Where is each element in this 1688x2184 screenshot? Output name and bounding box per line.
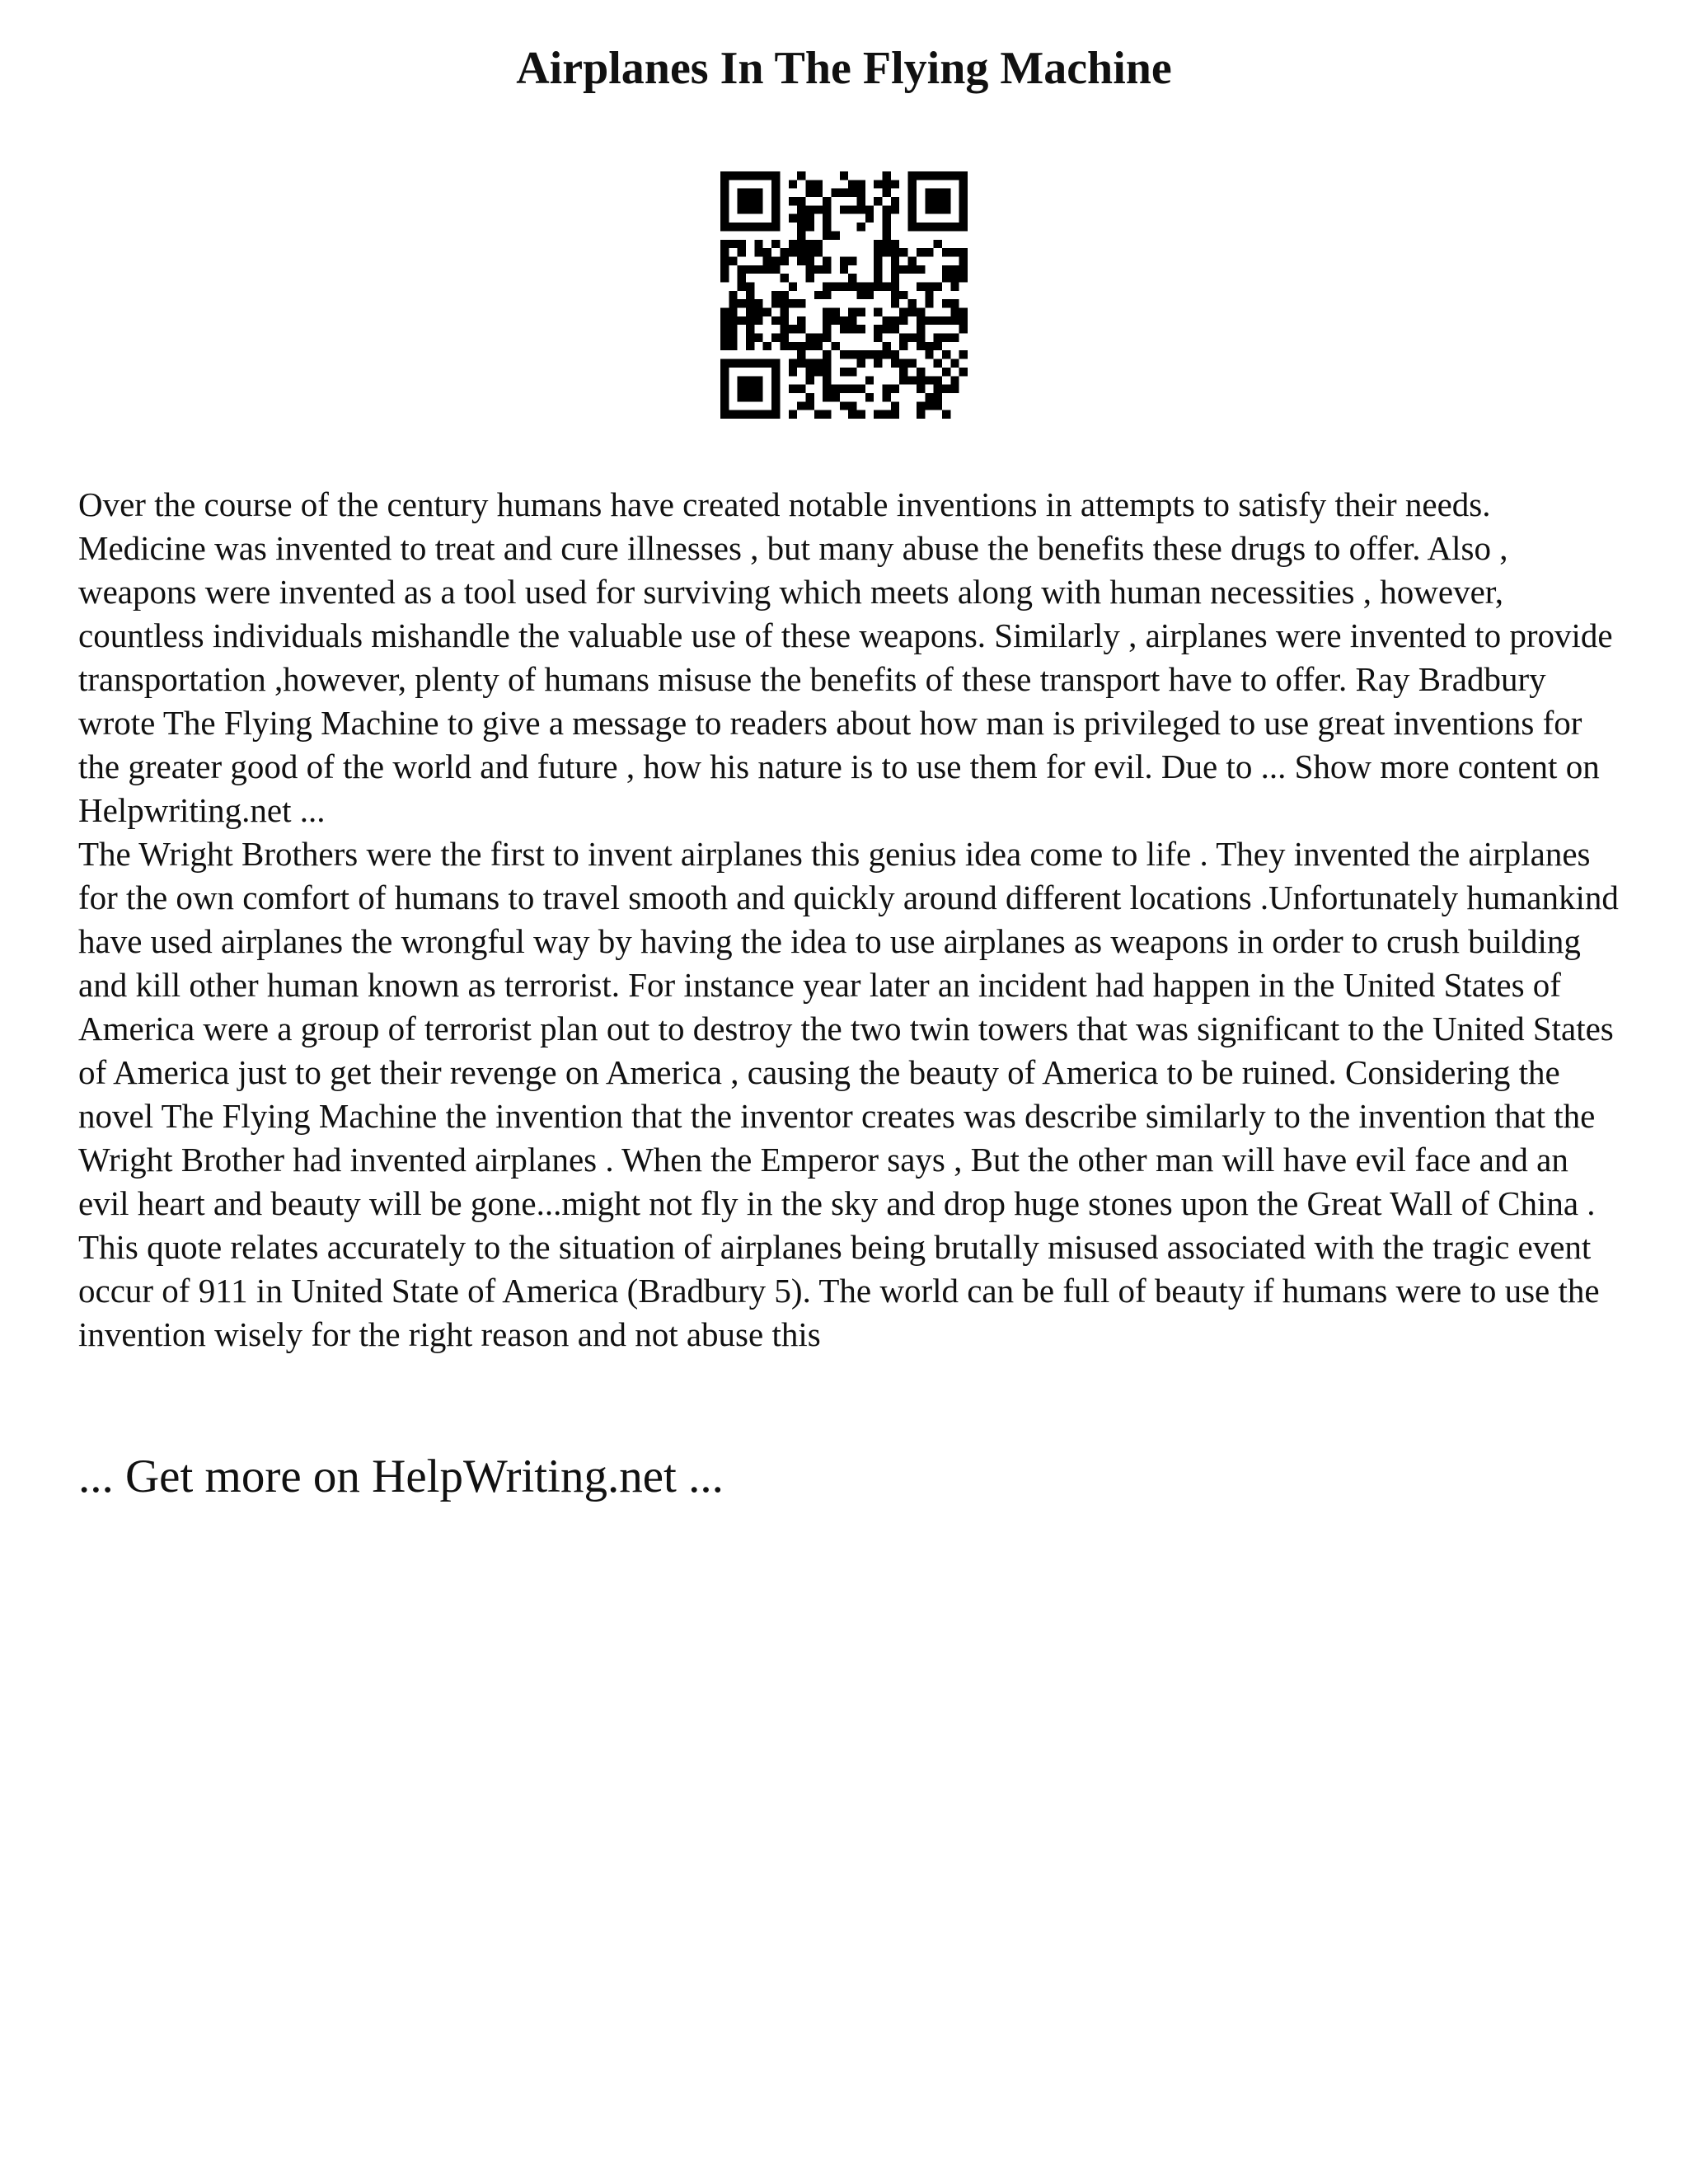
document-title: Airplanes In The Flying Machine (516, 43, 1172, 94)
get-more-link[interactable]: ... Get more on HelpWriting.net ... (78, 1451, 724, 1502)
paragraph-1: Over the course of the century humans have created notable inventions in attempts to satisfy their needs. Medicine was invented to treat and cure illnesses , but many abuse the benefits these drugs to offer. Also , weapons were invented as a tool used for surviving which meets along with human necessities , however, countless individuals mishandle the valuable use of these weapons. Similarly , airplanes were invented to provide transportation ,however, plenty of humans misuse the benefits of these transport have to offer. Ray Bradbury wrote The Flying Machine to give a message to readers about how man is privileged to use great inventions for the greater good of the world and future , how his nature is to use them for evil. Due to ... Show more content on Helpwriting.net ... (78, 485, 1613, 829)
document-body (78, 483, 1620, 1357)
paragraph-2: The Wright Brothers were the first to invent airplanes this genius idea come to life . They invented the airplanes for the own comfort of humans to travel smooth and quickly around different locations .Unfortunately humankind have used airplanes the wrongful way by having the idea to use airplanes as weapons in order to crush building and kill other human known as terrorist. For instance year later an incident had happen in the United States of America were a group of terrorist plan out to destroy the two twin towers that was significant to the United States of America just to get their revenge on America , causing the beauty of America to be ruined. Considering the novel The Flying Machine the invention that the inventor creates was describe similarly to the invention that the Wright Brother had invented airplanes . When the Emperor says , But the other man will have evil face and an evil heart and beauty will be gone...might not fly in the sky and drop huge stones upon the Great Wall of China . This quote relates accurately to the situation of airplanes being brutally misused associated with the tragic event occur of 911 in United State of America (Bradbury 5). The world can be full of beauty if humans were to use the invention wisely for the right reason and not abuse this (78, 835, 1619, 1353)
qr-code-icon (720, 171, 968, 419)
